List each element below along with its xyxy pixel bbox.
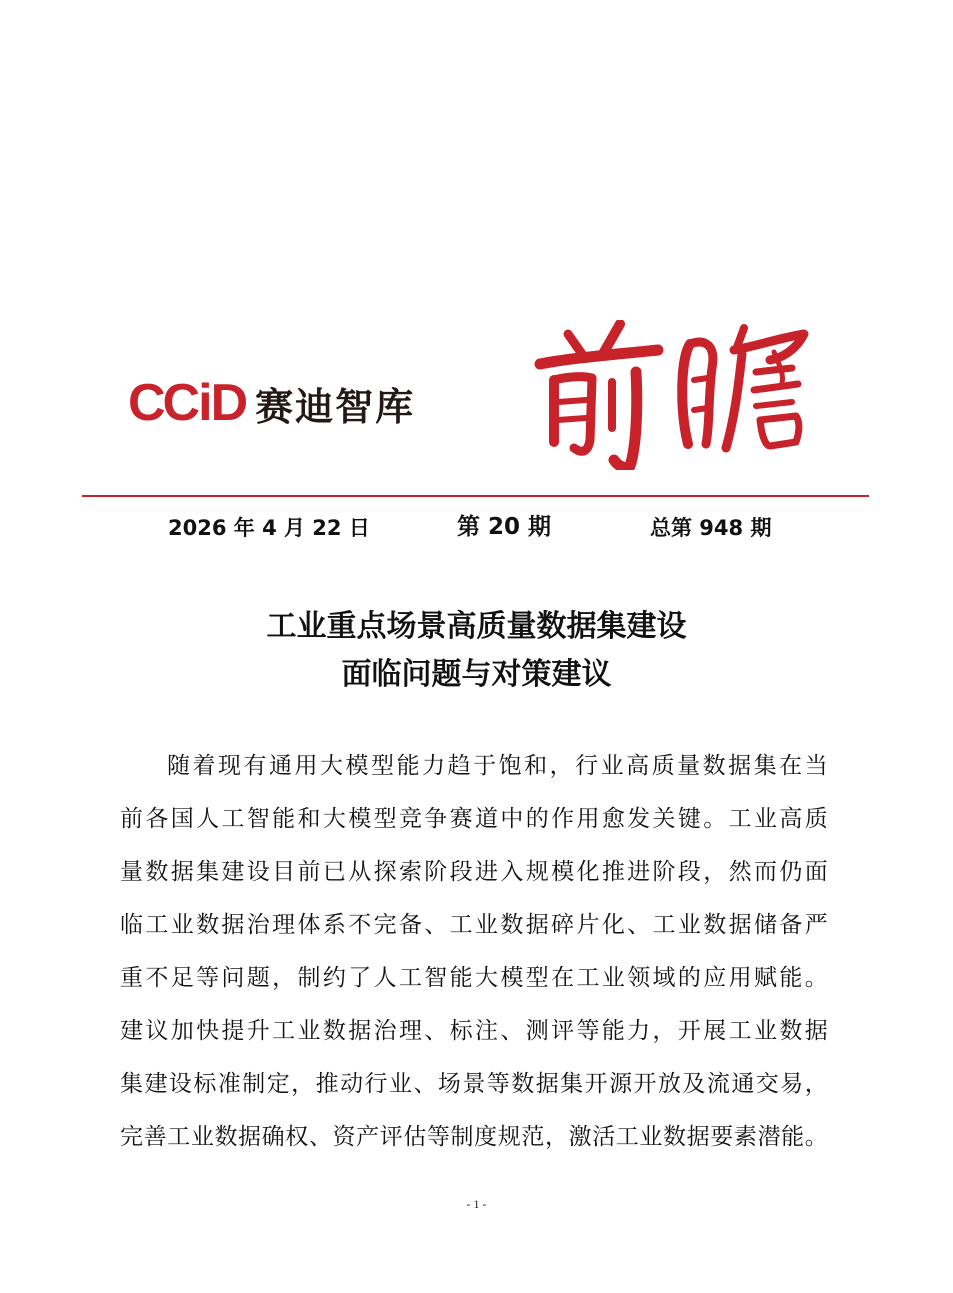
headline-line-2: 面临问题与对策建议: [341, 657, 612, 692]
header-divider: [82, 495, 869, 497]
body-line-1: 随着现有通用大模型能力趋于饱和，行业高质量数据集在当: [167, 753, 828, 779]
body-line-6: 建议加快提升工业数据治理、标注、测评等能力，开展工业数据: [120, 1018, 828, 1044]
page-number: - 1 -: [466, 1197, 487, 1211]
body-paragraph: [120, 740, 828, 1164]
body-line-2: 前各国人工智能和大模型竞争赛道中的作用愈发关键。工业高质: [120, 806, 828, 832]
headline-line-1: 工业重点场景高质量数据集建设: [266, 609, 687, 644]
issue-number: 第 20 期: [457, 514, 552, 540]
calligraphy-image: [530, 320, 820, 470]
article-headline: [0, 603, 953, 699]
issue-date: 2026 年 4 月 22 日: [168, 516, 370, 540]
masthead-calligraphy-title: [530, 320, 820, 470]
issue-info-row: [0, 508, 953, 542]
logo-letters-cc: CC: [128, 374, 198, 432]
logo-letter-d: D: [210, 374, 246, 432]
issue-total-number: 总第 948 期: [650, 516, 772, 540]
logo-name: 赛迪智库: [255, 384, 416, 429]
body-line-8: 完善工业数据确权、资产评估等制度规范，激活工业数据要素潜能。: [120, 1124, 828, 1150]
body-line-7: 集建设标准制定，推动行业、场景等数据集开源开放及流通交易，: [120, 1071, 828, 1097]
logo-letter-i: i: [198, 374, 210, 432]
body-line-5: 重不足等问题，制约了人工智能大模型在工业领域的应用赋能。: [120, 965, 828, 991]
body-line-3: 量数据集建设目前已从探索阶段进入规模化推进阶段，然而仍面: [120, 859, 828, 885]
ccid-logo: [128, 372, 415, 434]
body-line-4: 临工业数据治理体系不完备、工业数据碎片化、工业数据储备严: [120, 912, 828, 938]
ccid-logo-mark: [128, 374, 246, 432]
